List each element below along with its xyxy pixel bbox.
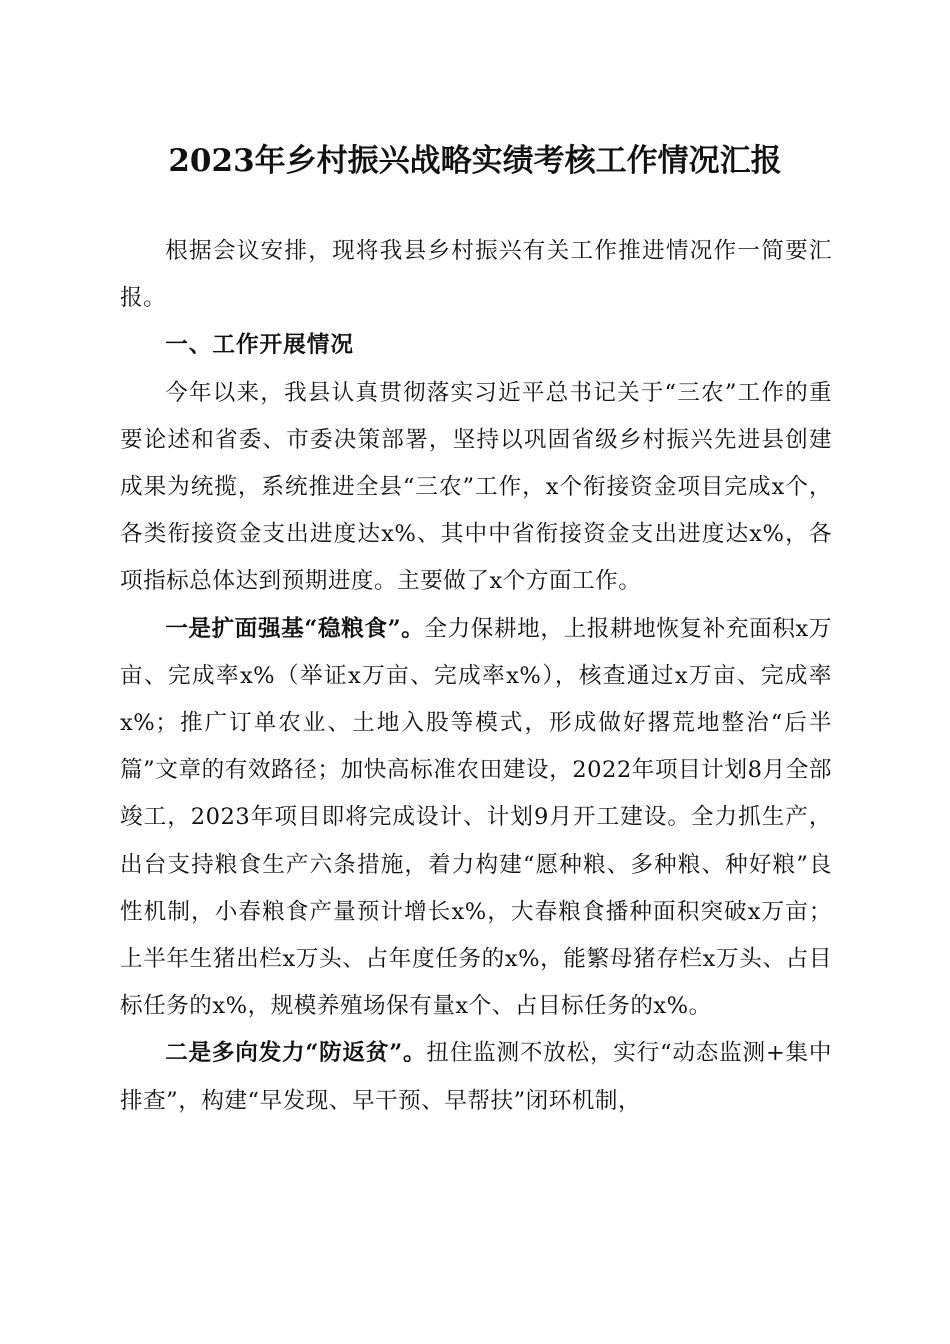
section-heading: 一、工作开展情况 (165, 332, 354, 359)
section-paragraph: 今年以来，我县认真贯彻落实习近平总书记关于“三农”工作的重要论述和省委、市委决策部署，坚持以巩固省级乡村振兴先进县创建成果为统揽，系统推进全县“三农”工作，x个衔接资金项目完成x个，各类衔接资金支出进度达x%、其中中省衔接资金支出进度达x%，各项指标总体达到预期进度。主要做了x个方面工作。 (120, 379, 832, 595)
document-title: 2023年乡村振兴战略实绩考核工作情况汇报 (168, 143, 782, 179)
item-paragraph-poverty (120, 1030, 832, 1124)
item-text-poverty: 扭住监测不放松，实行“动态监测+集中排查”，构建“早发现、早干预、早帮扶”闭环机制， (120, 1040, 832, 1114)
item-lead-poverty: 二是多向发力“防返贫”。 (165, 1040, 427, 1067)
document-body (120, 228, 832, 1125)
item-paragraph-grain (120, 606, 832, 1031)
item-lead-grain: 一是扩面强基“稳粮食”。 (165, 615, 425, 642)
item-text-grain: 全力保耕地，上报耕地恢复补充面积x万亩、完成率x%（举证x万亩、完成率x%），核查通过x万亩、完成率x%；推广订单农业、土地入股等模式，形成做好撂荒地整治“后半篇”文章的有效路径；加快高标准农田建设，2022年项目计划8月全部竣工，2023年项目即将完成设计、计划9月开工建设。全力抓生产，出台支持粮食生产六条措施，着力构建“愿种粮、多种粮、种好粮”良性机制，小春粮食产量预计增长x%，大春粮食播种面积突破x万亩；上半年生猪出栏x万头、占年度任务的x%，能繁母猪存栏x万头、占目标任务的x%，规模养殖场保有量x个、占目标任务的x%。 (120, 615, 832, 1020)
intro-paragraph: 根据会议安排，现将我县乡村振兴有关工作推进情况作一简要汇报。 (120, 238, 832, 312)
